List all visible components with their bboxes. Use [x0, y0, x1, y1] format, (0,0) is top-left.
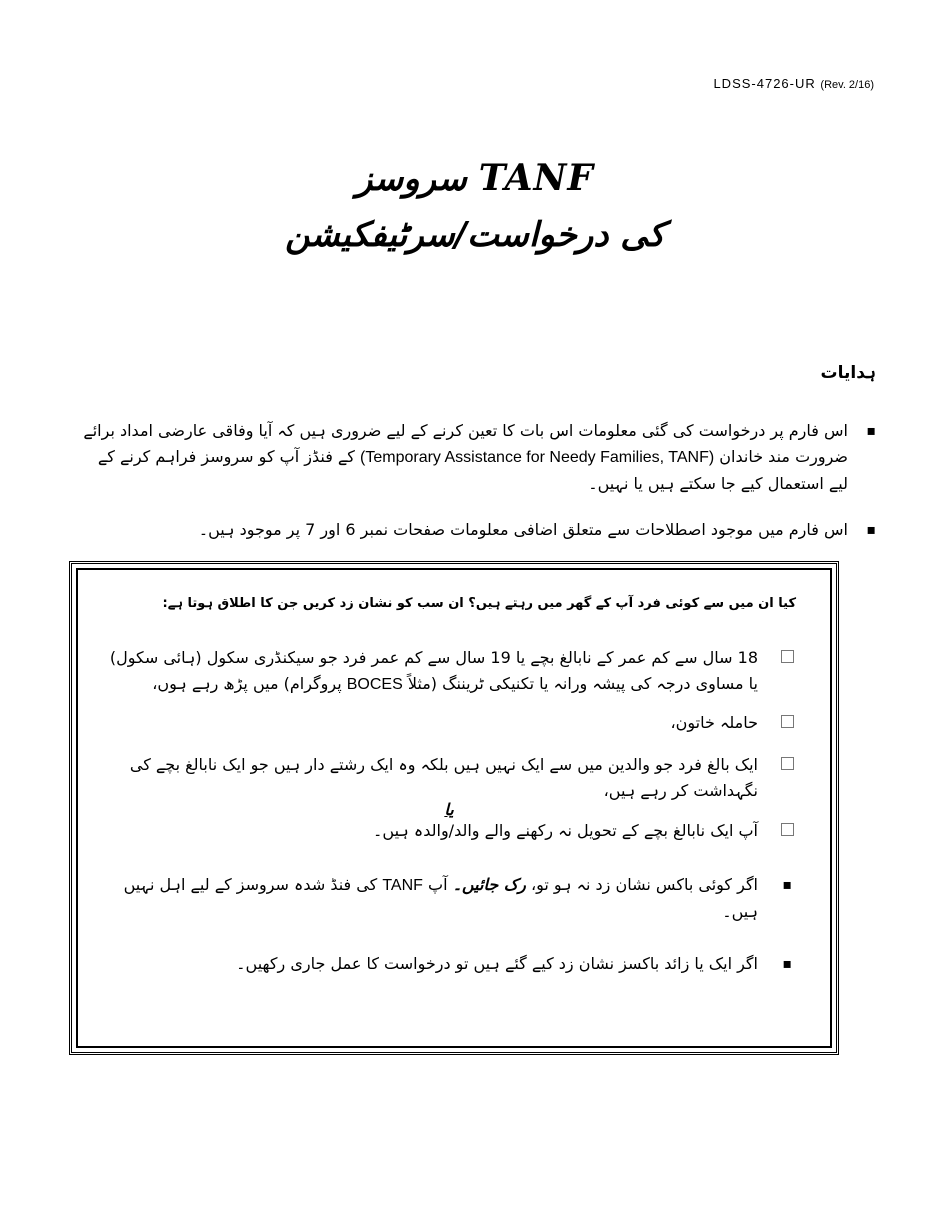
checkbox-pregnant-woman[interactable]	[781, 715, 794, 728]
option-pregnant-woman	[102, 710, 796, 736]
checkbox-minor-child[interactable]	[781, 650, 794, 663]
option-noncustodial-parent	[102, 818, 796, 844]
option-3-text: ایک بالغ فرد جو والدین میں سے ایک نہیں ہیں بلکہ وہ ایک رشتے دار ہیں جو ایک نابالغ بچے کی نگہداشت کر رہے ہیں،	[129, 755, 758, 800]
checkbox-noncustodial-parent[interactable]	[781, 823, 794, 836]
bullet-1-part2: آپ	[428, 875, 448, 894]
form-code: LDSS-4726-UR	[713, 76, 816, 91]
instructions-list	[80, 418, 880, 563]
page-title	[0, 150, 950, 263]
option-4-text: آپ ایک نابالغ بچے کے تحویل نہ رکھنے والے والد/والدہ ہیں۔	[373, 821, 758, 840]
option-1-part1: 18 سال سے کم عمر کے نابالغ بچے یا 19 سال سے کم عمر فرد جو سیکنڈری سکول (ہائی سکول) یا مساوی درجہ کی پیشہ ورانہ یا تکنیکی ٹریننگ (مثلاً	[109, 648, 758, 693]
option-caretaker-relative	[102, 752, 796, 804]
bullet-no-box-checked	[102, 872, 796, 925]
instruction-1-english: (Temporary Assistance for Needy Families, TANF)	[360, 449, 715, 466]
household-question: کیا ان میں سے کوئی فرد آپ کے گھر میں رہتے ہیں؟ ان سب کو نشان زد کریں جن کا اطلاق ہوتا ہے:	[162, 596, 796, 611]
checkbox-caretaker-relative[interactable]	[781, 757, 794, 770]
bullet-1-tanf: TANF	[382, 877, 423, 894]
option-1-boces: BOCES	[346, 676, 403, 693]
option-minor-child	[102, 645, 796, 698]
title-services: سروسز	[356, 159, 467, 199]
or-label: یا	[444, 800, 454, 819]
title-tanf: TANF	[478, 157, 594, 199]
bullet-continue-application: ▪ اگر ایک یا زائد باکسز نشان زد کیے گئے ہیں تو درخواست کا عمل جاری رکھیں۔	[102, 951, 796, 977]
bullet-1-part3: کی فنڈ شدہ سروسز کے لیے اہل نہیں ہیں۔	[123, 875, 758, 921]
option-2-text: حاملہ خاتون،	[670, 713, 758, 732]
eligibility-box-inner	[76, 568, 832, 1048]
instructions-heading: ہدایات	[820, 363, 876, 383]
instruction-item-2: ▪ اس فارم میں موجود اصطلاحات سے متعلق اضافی معلومات صفحات نمبر 6 اور 7 پر موجود ہیں۔	[80, 517, 880, 543]
form-revision: (Rev. 2/16)	[820, 79, 874, 91]
title-line-1	[0, 150, 950, 207]
bullet-1-stop: رک جائیں۔	[452, 875, 526, 894]
title-line-2: کی درخواست/سرٹیفکیشن	[285, 215, 665, 255]
form-number	[713, 76, 874, 91]
instruction-1-part1: اس فارم پر درخواست کی گئی معلومات اس بات کا تعین کرنے کے لیے ضروری ہیں کہ آیا وفاقی عارضی امداد برائے ضرورت مند خاندان	[83, 421, 848, 466]
option-1-part2: پروگرام) میں پڑھ رہے ہوں،	[152, 674, 342, 693]
instruction-item-1	[80, 418, 880, 497]
eligibility-box	[69, 561, 839, 1055]
instruction-1-part2: کے فنڈز آپ کو سروسز فراہم کرنے کے لیے استعمال کیے جا سکتے ہیں یا نہیں۔	[97, 447, 848, 493]
bullet-1-part1: اگر کوئی باکس نشان زد نہ ہو تو،	[530, 875, 758, 894]
